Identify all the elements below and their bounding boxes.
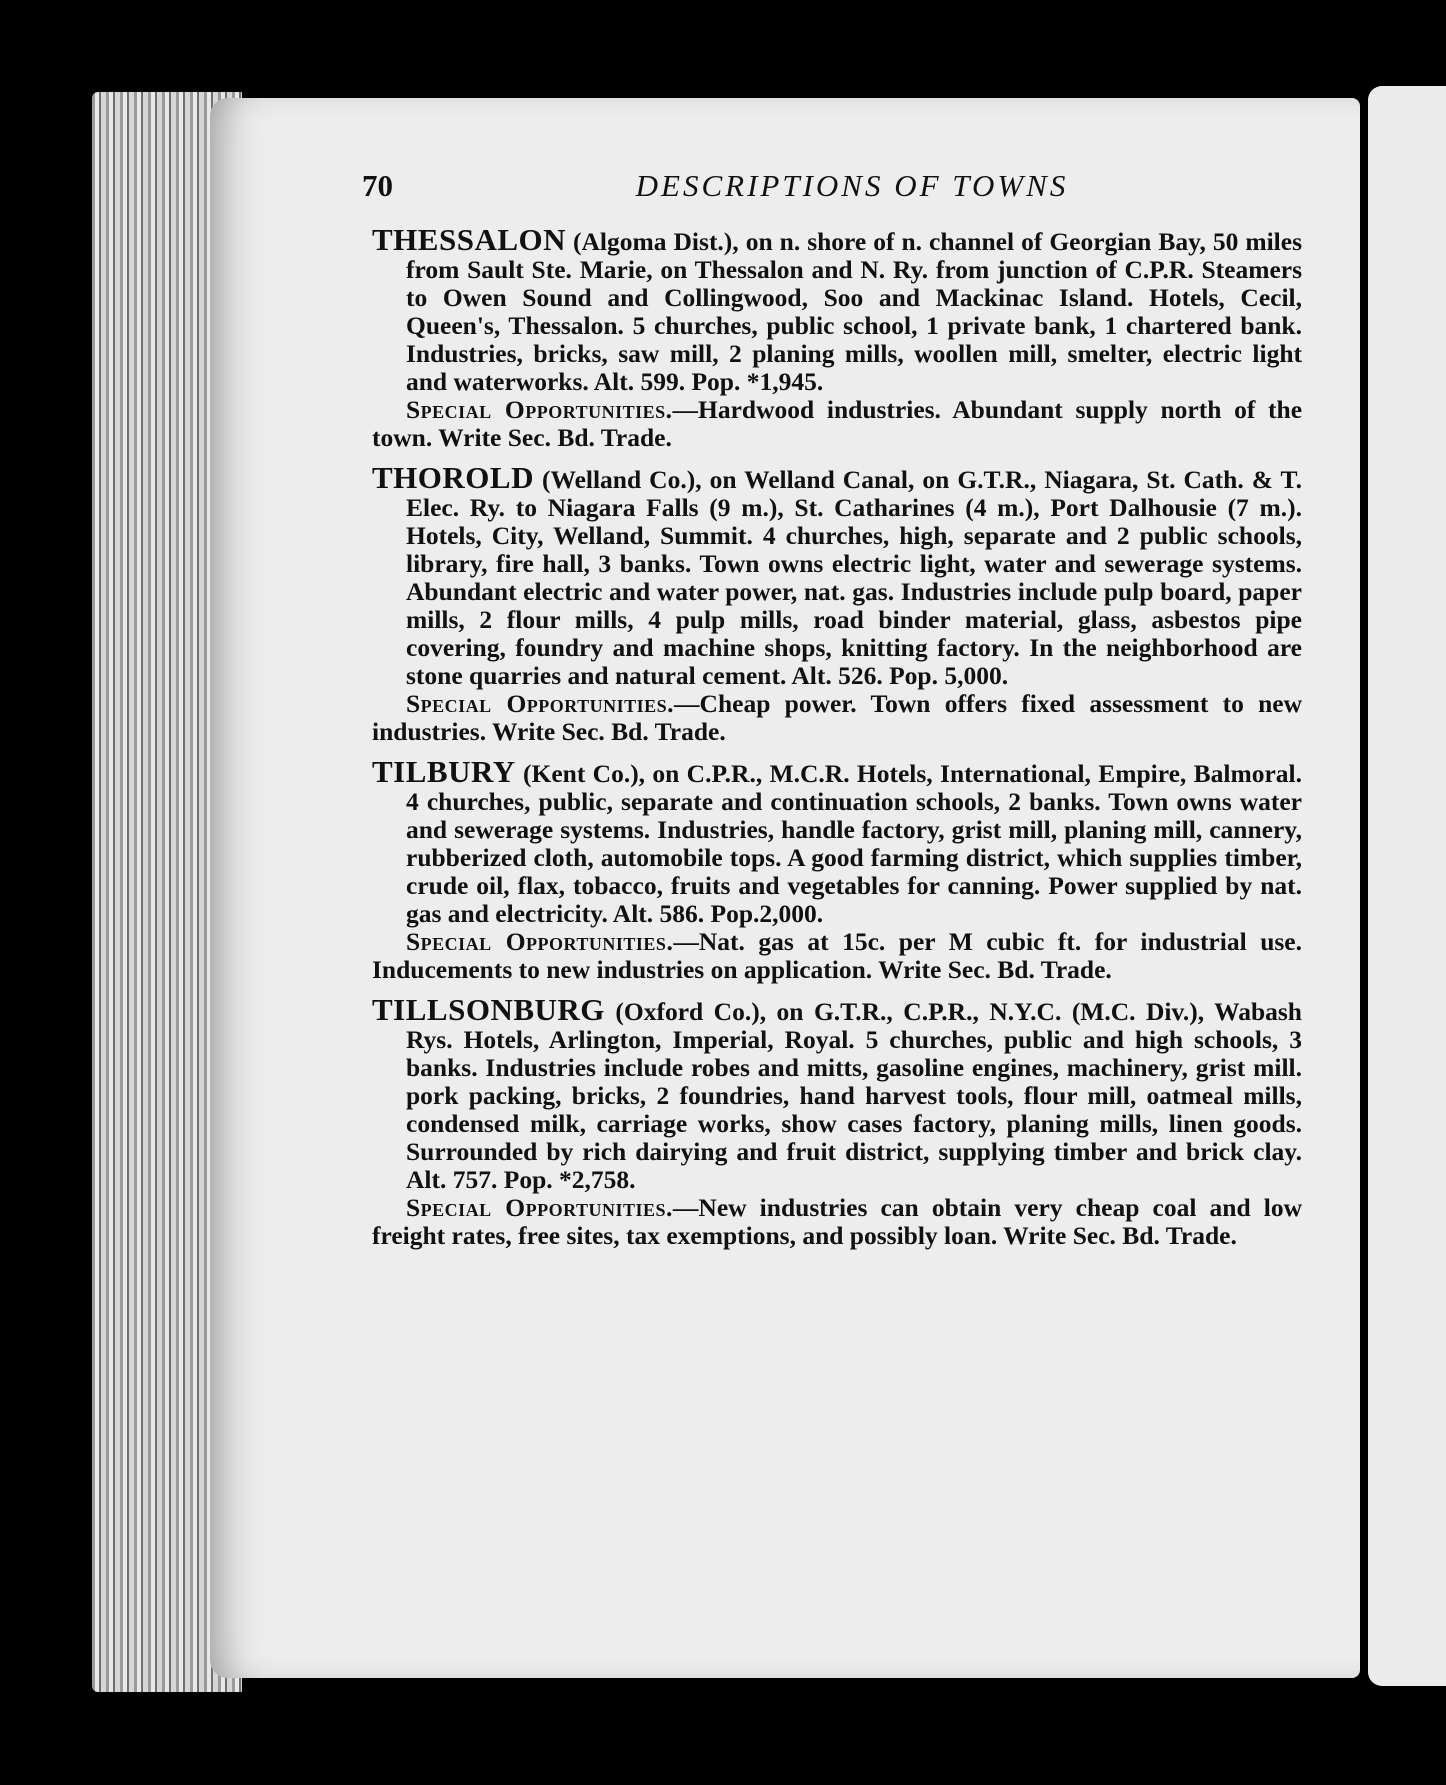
special-label: Special Opportunities. [406, 395, 673, 424]
special-text: —Cheap power. Town offers fixed assessment to new industries. Write Sec. Bd. Trade. [372, 689, 1302, 746]
entry-body [372, 754, 1302, 928]
entry-body [372, 992, 1302, 1194]
special-opportunities [372, 690, 1302, 746]
town-name: THESSALON [372, 222, 567, 257]
special-text: —Nat. gas at 15c. per M cubic ft. for industrial use. Inducements to new industries on application. Write Sec. Bd. Trade. [372, 927, 1302, 984]
town-entry-tilbury [372, 754, 1302, 984]
town-name: TILLSONBURG [372, 992, 605, 1027]
entry-body [372, 460, 1302, 690]
special-text: —New industries can obtain very cheap coal and low freight rates, free sites, tax exemptions, and possibly loan. Write Sec. Bd. Trade. [372, 1193, 1303, 1250]
town-entry-thessalon [372, 222, 1303, 452]
town-name: THOROLD [372, 460, 534, 495]
town-descriptions [372, 222, 1303, 1262]
special-opportunities [372, 396, 1302, 452]
special-label: Special Opportunities. [406, 927, 674, 956]
page-header [362, 168, 1282, 210]
special-opportunities [372, 928, 1302, 984]
special-label: Special Opportunities. [406, 689, 675, 718]
running-title: DESCRIPTIONS OF TOWNS [635, 168, 1069, 203]
entry-description: (Algoma Dist.), on n. shore of n. channel of Georgian Bay, 50 miles from Sault Ste. Marie, on Thessalon and N. Ry. from junction of C.P.R. Steamers to Owen Sound and Collingwood, Soo and Mackinac Island. Hotels, Cecil, Queen's, Thessalon. 5 churches, public school, 1 private bank, 1 chartered bank. Industries, bricks, saw mill, 2 planing mills, woollen mill, smelter, electric light and waterworks. Alt. 599. Pop. *1,945. [406, 227, 1302, 396]
town-entry-tillsonburg [372, 992, 1303, 1250]
facing-page-edge [1368, 86, 1446, 1686]
special-opportunities [372, 1194, 1302, 1250]
page-number: 70 [362, 168, 393, 203]
entry-description: (Welland Co.), on Welland Canal, on G.T.R., Niagara, St. Cath. & T. Elec. Ry. to Niagara Falls (9 m.), St. Catharines (4 m.), Port Dalhousie (7 m.). Hotels, City, Welland, Summit. 4 churches, high, separate and 2 public schools, library, fire hall, 3 banks. Town owns electric light, water and sewerage systems. Abundant electric and water power, nat. gas. Industries include pulp board, paper mills, 2 flour mills, 4 pulp mills, road binder material, glass, asbestos pipe covering, foundry and machine shops, knitting factory. In the neighborhood are stone quarries and natural cement. Alt. 526. Pop. 5,000. [406, 465, 1302, 690]
special-text: —Hardwood industries. Abundant supply north of the town. Write Sec. Bd. Trade. [372, 395, 1303, 452]
entry-body [372, 222, 1302, 396]
town-entry-thorold [372, 460, 1302, 746]
entry-description: (Oxford Co.), on G.T.R., C.P.R., N.Y.C. (M.C. Div.), Wabash Rys. Hotels, Arlington, Imperial, Royal. 5 churches, public and high schools, 3 banks. Industries include robes and mitts, gasoline engines, machinery, grist mill. pork packing, bricks, 2 foundries, hand harvest tools, flour mill, oatmeal mills, condensed milk, carriage works, show cases factory, planing mills, linen goods. Surrounded by rich dairying and fruit district, supplying timber and brick clay. Alt. 757. Pop. *2,758. [406, 997, 1302, 1194]
special-label: Special Opportunities. [406, 1193, 673, 1222]
entry-description: (Kent Co.), on C.P.R., M.C.R. Hotels, International, Empire, Balmoral. 4 churches, public, separate and continuation schools, 2 banks. Town owns water and sewerage systems. Industries, handle factory, grist mill, planing mill, cannery, rubberized cloth, automobile tops. A good farming district, which supplies timber, crude oil, flax, tobacco, fruits and vegetables for canning. Power supplied by nat. gas and electricity. Alt. 586. Pop.2,000. [406, 759, 1302, 928]
town-name: TILBURY [372, 754, 516, 789]
